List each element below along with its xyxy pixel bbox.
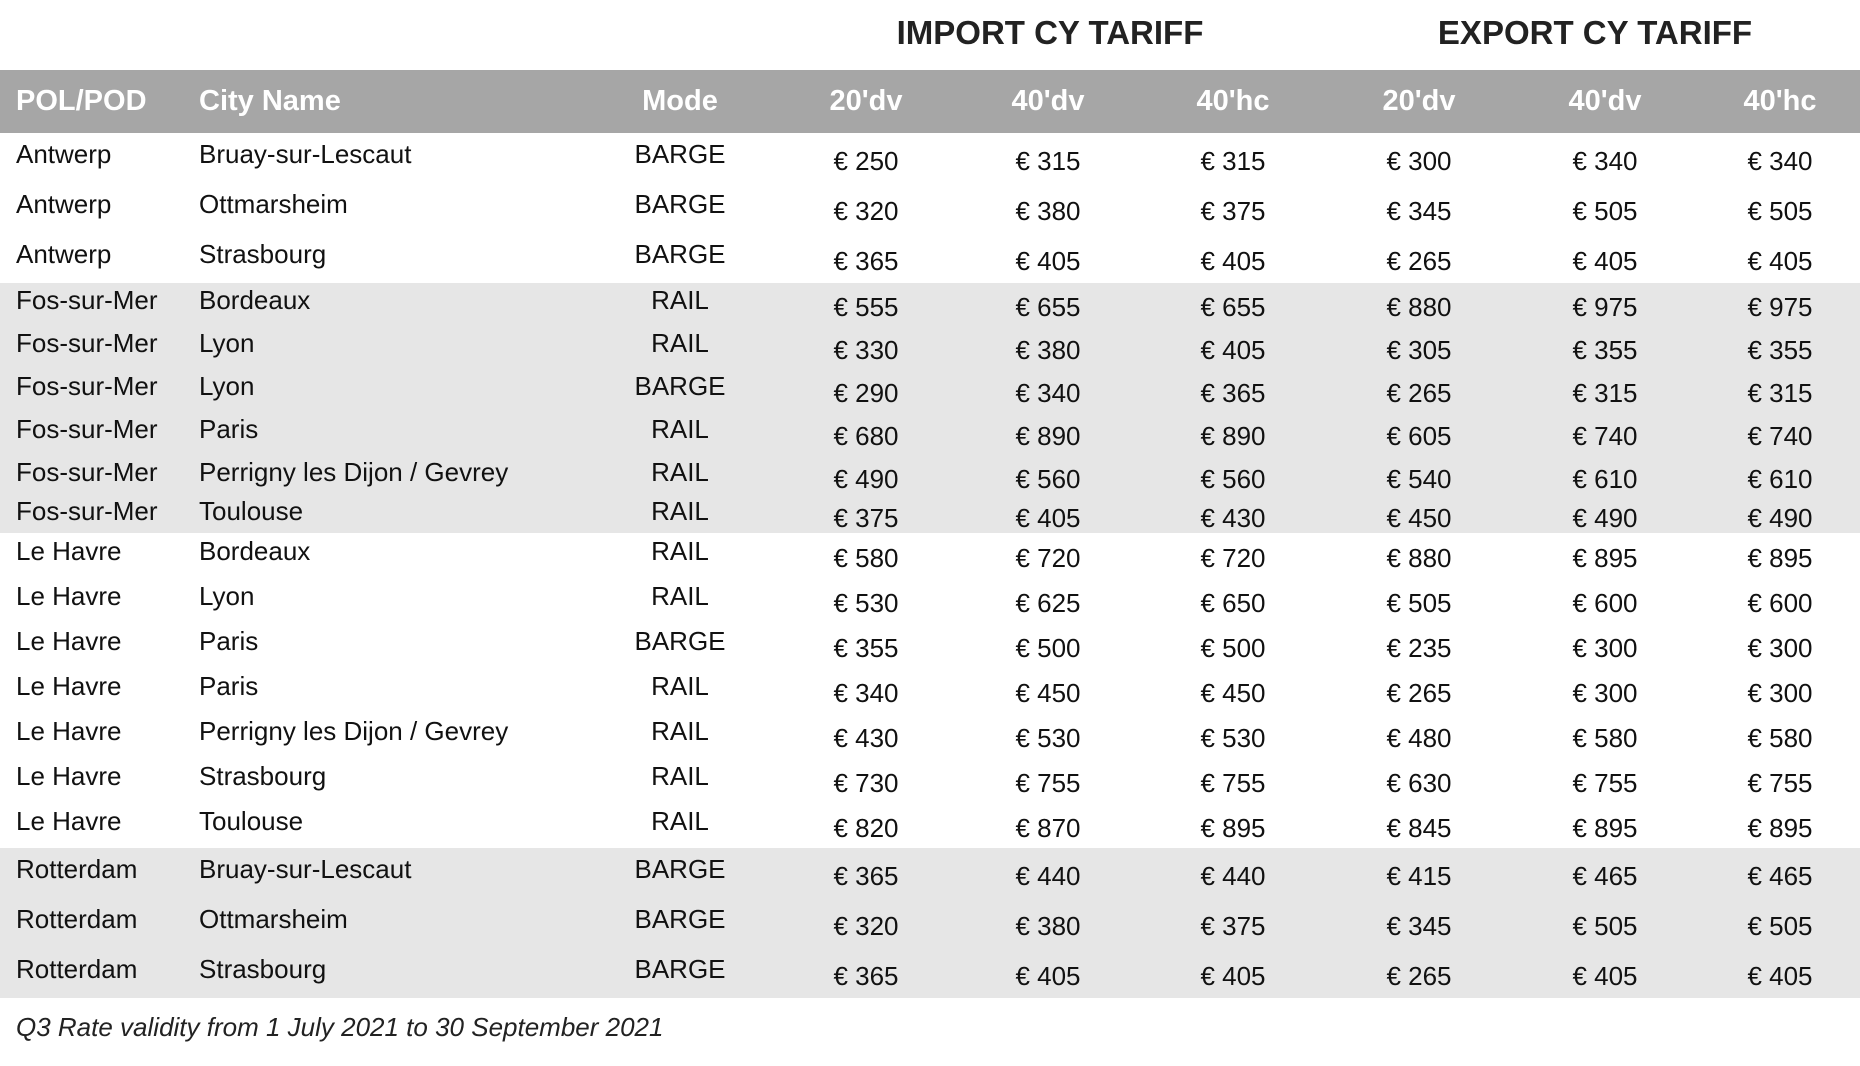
export-40hc-cell: € 405: [1747, 245, 1813, 276]
pol-cell: Fos-sur-Mer: [16, 457, 158, 487]
import-40dv-cell: € 405: [1015, 245, 1081, 276]
pol-cell: Le Havre: [16, 761, 122, 791]
export-40hc-cell: € 505: [1747, 195, 1813, 226]
city-cell: Perrigny les Dijon / Gevrey: [199, 716, 509, 746]
city-cell: Perrigny les Dijon / Gevrey: [199, 457, 509, 487]
table-row: [0, 233, 1860, 283]
mode-cell: RAIL: [651, 536, 709, 566]
import-40hc-cell: € 650: [1200, 588, 1266, 618]
city-cell: Lyon: [199, 581, 255, 611]
mode-cell: RAIL: [651, 285, 709, 315]
import-40hc-cell: € 720: [1200, 543, 1266, 573]
import-40hc-cell: € 560: [1200, 464, 1266, 494]
export-40dv-cell: € 300: [1572, 678, 1638, 708]
export-40hc-cell: € 405: [1747, 960, 1813, 991]
mode-cell: RAIL: [651, 457, 709, 487]
mode-cell: RAIL: [651, 496, 709, 526]
export-40dv-cell: € 975: [1572, 292, 1638, 322]
table-row: [0, 455, 1860, 498]
import-20dv-cell: € 375: [833, 503, 899, 533]
header-import-40dv: 40'dv: [1011, 85, 1085, 117]
pol-cell: Le Havre: [16, 716, 122, 746]
export-40dv-cell: € 610: [1572, 464, 1638, 494]
import-20dv-cell: € 365: [833, 245, 899, 276]
pol-cell: Rotterdam: [16, 853, 138, 884]
city-cell: Toulouse: [199, 806, 304, 836]
export-20dv-cell: € 480: [1386, 723, 1452, 753]
import-40hc-cell: € 405: [1200, 335, 1266, 365]
import-40hc-cell: € 315: [1200, 145, 1266, 176]
import-20dv-cell: € 320: [833, 195, 899, 226]
import-40hc-cell: € 440: [1200, 860, 1266, 891]
import-20dv-cell: € 580: [833, 543, 899, 573]
import-40dv-cell: € 655: [1015, 292, 1081, 322]
pol-cell: Fos-sur-Mer: [16, 496, 158, 526]
table-row: [0, 578, 1860, 623]
pol-cell: Fos-sur-Mer: [16, 328, 158, 358]
import-40dv-cell: € 380: [1015, 195, 1081, 226]
import-40hc-cell: € 405: [1200, 245, 1266, 276]
import-40hc-cell: € 430: [1200, 503, 1266, 533]
import-40dv-cell: € 720: [1015, 543, 1081, 573]
import-40hc-cell: € 375: [1200, 910, 1266, 941]
export-20dv-cell: € 265: [1386, 245, 1452, 276]
table-row: [0, 898, 1860, 948]
city-cell: Bruay-sur-Lescaut: [199, 138, 412, 169]
import-20dv-cell: € 730: [833, 768, 899, 798]
import-20dv-cell: € 680: [833, 421, 899, 451]
import-20dv-cell: € 820: [833, 813, 899, 843]
mode-cell: BARGE: [634, 853, 726, 884]
import-40hc-cell: € 500: [1200, 633, 1266, 663]
import-cy-tariff-heading: IMPORT CY TARIFF: [896, 14, 1204, 51]
mode-cell: RAIL: [651, 581, 709, 611]
pol-cell: Fos-sur-Mer: [16, 414, 158, 444]
import-40dv-cell: € 560: [1015, 464, 1081, 494]
export-20dv-cell: € 300: [1386, 145, 1452, 176]
export-40dv-cell: € 505: [1572, 910, 1638, 941]
header-import-20dv: 20'dv: [829, 85, 903, 117]
import-40hc-cell: € 365: [1200, 378, 1266, 408]
city-cell: Ottmarsheim: [199, 903, 348, 934]
export-40dv-cell: € 355: [1572, 335, 1638, 365]
export-40dv-cell: € 300: [1572, 633, 1638, 663]
export-40hc-cell: € 340: [1747, 145, 1813, 176]
import-40hc-cell: € 405: [1200, 960, 1266, 991]
header-city-name: City Name: [199, 85, 341, 117]
export-20dv-cell: € 880: [1386, 543, 1452, 573]
import-40dv-cell: € 315: [1015, 145, 1081, 176]
city-cell: Bruay-sur-Lescaut: [199, 853, 412, 884]
import-40hc-cell: € 895: [1200, 813, 1266, 843]
pol-cell: Rotterdam: [16, 903, 138, 934]
table-row: [0, 183, 1860, 233]
import-20dv-cell: € 340: [833, 678, 899, 708]
export-20dv-cell: € 345: [1386, 910, 1452, 941]
mode-cell: BARGE: [634, 188, 726, 219]
export-40dv-cell: € 580: [1572, 723, 1638, 753]
import-20dv-cell: € 365: [833, 960, 899, 991]
city-cell: Ottmarsheim: [199, 188, 348, 219]
export-20dv-cell: € 845: [1386, 813, 1452, 843]
table-row: [0, 369, 1860, 412]
header-export-40dv: 40'dv: [1568, 85, 1642, 117]
header-export-20dv: 20'dv: [1382, 85, 1456, 117]
city-cell: Lyon: [199, 328, 255, 358]
import-20dv-cell: € 250: [833, 145, 899, 176]
table-row: [0, 623, 1860, 668]
export-40hc-cell: € 600: [1747, 588, 1813, 618]
export-20dv-cell: € 450: [1386, 503, 1452, 533]
export-40hc-cell: € 465: [1747, 860, 1813, 891]
table-row: [0, 758, 1860, 803]
table-row: [0, 133, 1860, 183]
export-40hc-cell: € 755: [1747, 768, 1813, 798]
import-40dv-cell: € 380: [1015, 910, 1081, 941]
pol-cell: Rotterdam: [16, 953, 138, 984]
export-40dv-cell: € 465: [1572, 860, 1638, 891]
export-40dv-cell: € 315: [1572, 378, 1638, 408]
export-40dv-cell: € 600: [1572, 588, 1638, 618]
pol-cell: Antwerp: [16, 138, 112, 169]
export-40hc-cell: € 490: [1747, 503, 1813, 533]
import-20dv-cell: € 365: [833, 860, 899, 891]
city-cell: Bordeaux: [199, 285, 311, 315]
mode-cell: RAIL: [651, 716, 709, 746]
export-20dv-cell: € 630: [1386, 768, 1452, 798]
table-row: [0, 803, 1860, 848]
import-20dv-cell: € 490: [833, 464, 899, 494]
import-40dv-cell: € 625: [1015, 588, 1081, 618]
column-header-bar: [0, 70, 1860, 133]
table-row: [0, 848, 1860, 898]
export-20dv-cell: € 235: [1386, 633, 1452, 663]
export-20dv-cell: € 265: [1386, 378, 1452, 408]
mode-cell: RAIL: [651, 328, 709, 358]
export-40hc-cell: € 505: [1747, 910, 1813, 941]
export-20dv-cell: € 505: [1386, 588, 1452, 618]
import-20dv-cell: € 290: [833, 378, 899, 408]
export-40dv-cell: € 895: [1572, 543, 1638, 573]
import-40hc-cell: € 890: [1200, 421, 1266, 451]
import-40hc-cell: € 755: [1200, 768, 1266, 798]
import-20dv-cell: € 320: [833, 910, 899, 941]
table-row: [0, 668, 1860, 713]
export-20dv-cell: € 305: [1386, 335, 1452, 365]
pol-cell: Fos-sur-Mer: [16, 371, 158, 401]
export-40dv-cell: € 505: [1572, 195, 1638, 226]
import-40dv-cell: € 440: [1015, 860, 1081, 891]
import-40dv-cell: € 405: [1015, 960, 1081, 991]
import-40hc-cell: € 450: [1200, 678, 1266, 708]
import-40dv-cell: € 380: [1015, 335, 1081, 365]
import-20dv-cell: € 555: [833, 292, 899, 322]
export-20dv-cell: € 265: [1386, 678, 1452, 708]
pol-cell: Le Havre: [16, 626, 122, 656]
import-40hc-cell: € 375: [1200, 195, 1266, 226]
table-row: [0, 533, 1860, 578]
export-40hc-cell: € 975: [1747, 292, 1813, 322]
import-40dv-cell: € 450: [1015, 678, 1081, 708]
export-20dv-cell: € 345: [1386, 195, 1452, 226]
city-cell: Strasbourg: [199, 761, 327, 791]
pol-cell: Le Havre: [16, 536, 122, 566]
mode-cell: BARGE: [634, 953, 726, 984]
header-mode: Mode: [642, 85, 718, 117]
city-cell: Strasbourg: [199, 238, 327, 269]
import-40dv-cell: € 405: [1015, 503, 1081, 533]
mode-cell: RAIL: [651, 806, 709, 836]
export-40dv-cell: € 895: [1572, 813, 1638, 843]
export-40hc-cell: € 315: [1747, 378, 1813, 408]
tariff-rows: [0, 133, 1860, 998]
header-import-40hc: 40'hc: [1196, 85, 1270, 117]
export-20dv-cell: € 540: [1386, 464, 1452, 494]
export-40dv-cell: € 490: [1572, 503, 1638, 533]
mode-cell: RAIL: [651, 414, 709, 444]
import-40dv-cell: € 340: [1015, 378, 1081, 408]
export-40hc-cell: € 740: [1747, 421, 1813, 451]
pol-cell: Fos-sur-Mer: [16, 285, 158, 315]
import-40dv-cell: € 755: [1015, 768, 1081, 798]
city-cell: Paris: [199, 671, 259, 701]
export-20dv-cell: € 605: [1386, 421, 1452, 451]
pol-cell: Antwerp: [16, 238, 112, 269]
mode-cell: BARGE: [634, 371, 726, 401]
table-row: [0, 283, 1860, 326]
rate-validity-footnote: Q3 Rate validity from 1 July 2021 to 30 September 2021: [16, 1012, 664, 1042]
import-40dv-cell: € 890: [1015, 421, 1081, 451]
table-row: [0, 412, 1860, 455]
export-40dv-cell: € 405: [1572, 245, 1638, 276]
export-40hc-cell: € 895: [1747, 813, 1813, 843]
export-20dv-cell: € 880: [1386, 292, 1452, 322]
export-40hc-cell: € 895: [1747, 543, 1813, 573]
city-cell: Toulouse: [199, 496, 304, 526]
header-pol-pod: POL/POD: [16, 85, 147, 117]
table-row: [0, 498, 1860, 533]
mode-cell: RAIL: [651, 671, 709, 701]
export-40hc-cell: € 580: [1747, 723, 1813, 753]
city-cell: Bordeaux: [199, 536, 311, 566]
mode-cell: BARGE: [634, 903, 726, 934]
import-20dv-cell: € 355: [833, 633, 899, 663]
city-cell: Paris: [199, 626, 259, 656]
export-40hc-cell: € 300: [1747, 678, 1813, 708]
export-40dv-cell: € 755: [1572, 768, 1638, 798]
table-row: [0, 713, 1860, 758]
mode-cell: BARGE: [634, 138, 726, 169]
pol-cell: Le Havre: [16, 581, 122, 611]
import-20dv-cell: € 430: [833, 723, 899, 753]
city-cell: Lyon: [199, 371, 255, 401]
pol-cell: Le Havre: [16, 671, 122, 701]
export-20dv-cell: € 415: [1386, 860, 1452, 891]
header-export-40hc: 40'hc: [1743, 85, 1817, 117]
pol-cell: Antwerp: [16, 188, 112, 219]
city-cell: Paris: [199, 414, 259, 444]
city-cell: Strasbourg: [199, 953, 327, 984]
export-40dv-cell: € 340: [1572, 145, 1638, 176]
import-40hc-cell: € 530: [1200, 723, 1266, 753]
mode-cell: RAIL: [651, 761, 709, 791]
export-40hc-cell: € 355: [1747, 335, 1813, 365]
export-40hc-cell: € 610: [1747, 464, 1813, 494]
import-40dv-cell: € 870: [1015, 813, 1081, 843]
import-40dv-cell: € 530: [1015, 723, 1081, 753]
export-cy-tariff-heading: EXPORT CY TARIFF: [1437, 14, 1753, 51]
import-40hc-cell: € 655: [1200, 292, 1266, 322]
import-20dv-cell: € 330: [833, 335, 899, 365]
table-row: [0, 948, 1860, 998]
export-40hc-cell: € 300: [1747, 633, 1813, 663]
table-row: [0, 326, 1860, 369]
mode-cell: BARGE: [634, 626, 726, 656]
import-20dv-cell: € 530: [833, 588, 899, 618]
mode-cell: BARGE: [634, 238, 726, 269]
pol-cell: Le Havre: [16, 806, 122, 836]
export-20dv-cell: € 265: [1386, 960, 1452, 991]
export-40dv-cell: € 740: [1572, 421, 1638, 451]
export-40dv-cell: € 405: [1572, 960, 1638, 991]
import-40dv-cell: € 500: [1015, 633, 1081, 663]
